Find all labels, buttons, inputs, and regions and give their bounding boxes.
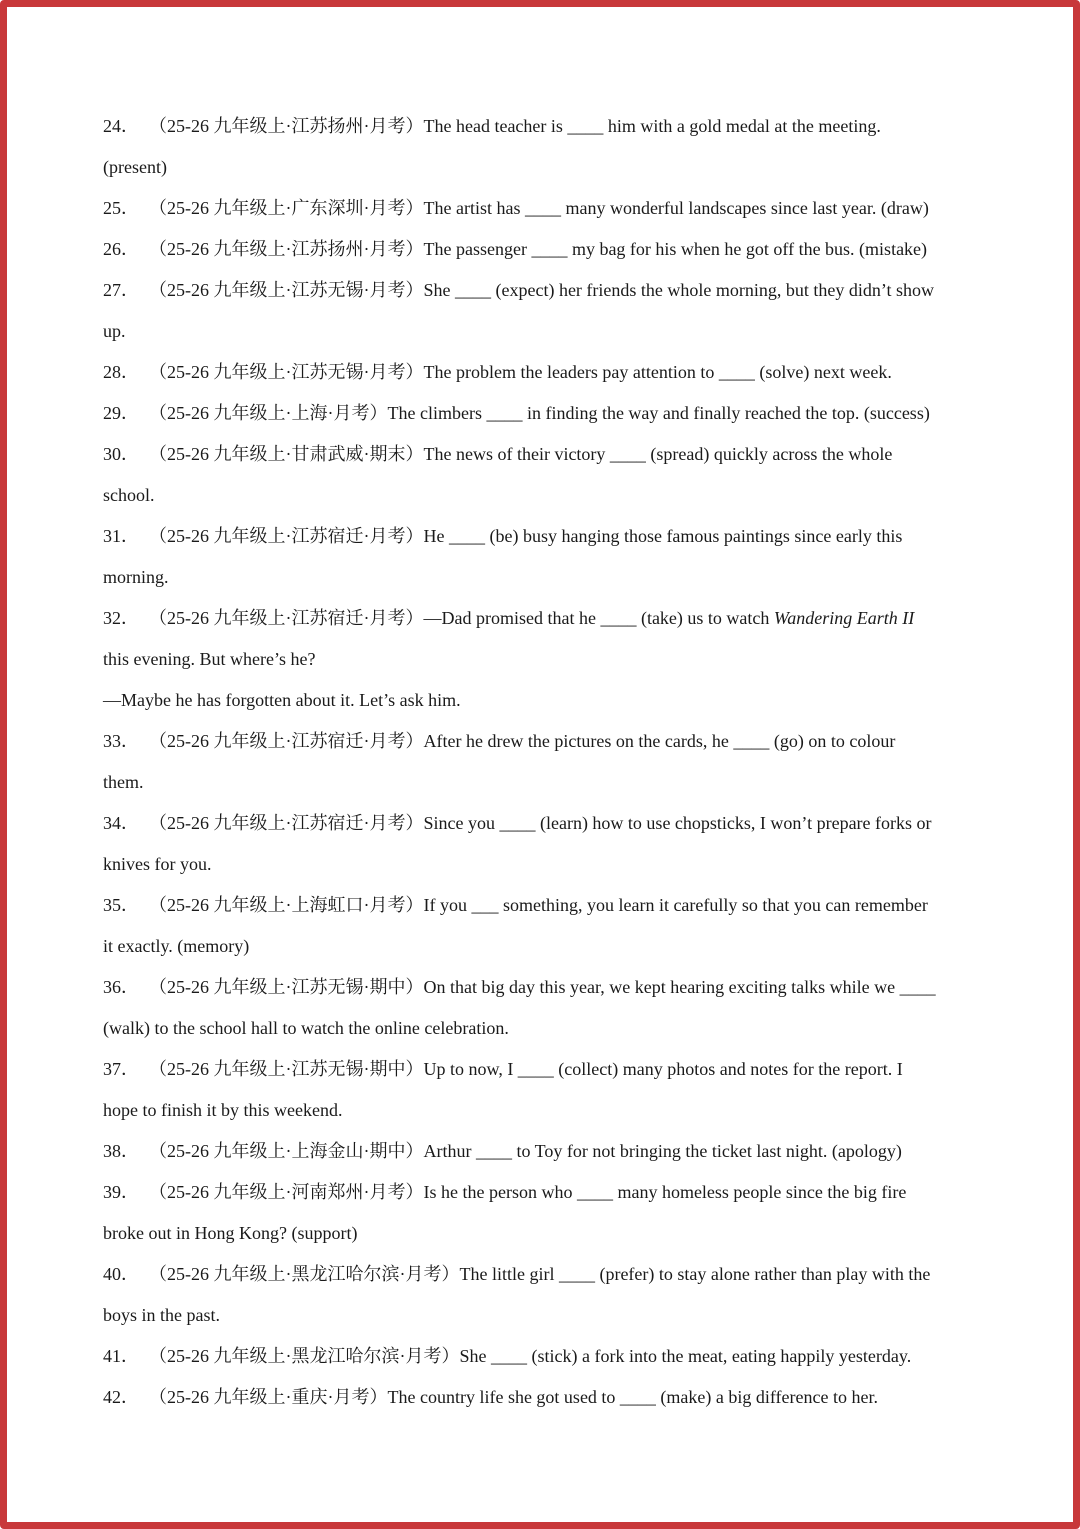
question-continuation: morning. [103,567,169,587]
question-number: 30． [103,444,139,464]
question-28 [103,352,983,393]
question-text: The artist has ____ many wonderful landscapes since last year. (draw) [423,198,929,218]
question-number: 28． [103,362,139,382]
question-number: 40． [103,1264,139,1284]
question-continuation: broke out in Hong Kong? (support) [103,1223,358,1243]
question-number: 36． [103,977,139,997]
question-number: 26． [103,239,139,259]
question-source: （25-26 九年级上·江苏宿迁·月考） [149,813,424,833]
question-continuation: knives for you. [103,854,212,874]
question-text: She ____ (expect) her friends the whole morning, but they didn’t show [423,280,935,300]
question-text: The passenger ____ my bag for his when he got off the bus. (mistake) [423,239,928,259]
question-source: （25-26 九年级上·黑龙江哈尔滨·月考） [149,1346,460,1366]
question-30 [103,434,983,516]
question-35 [103,885,983,967]
question-continuation: up. [103,321,126,341]
question-27 [103,270,983,352]
question-text: The problem the leaders pay attention to ____ (solve) next week. [423,362,892,382]
question-continuation: (present) [103,157,167,177]
question-number: 33． [103,731,139,751]
question-source: （25-26 九年级上·江苏无锡·月考） [149,362,424,382]
question-text: After he drew the pictures on the cards, he ____ (go) on to colour [423,731,896,751]
question-continuation: hope to finish it by this weekend. [103,1100,343,1120]
question-source: （25-26 九年级上·上海金山·期中） [149,1141,424,1161]
question-number: 25． [103,198,139,218]
question-32 [103,598,983,721]
question-37 [103,1049,983,1131]
question-number: 37． [103,1059,139,1079]
question-source: （25-26 九年级上·重庆·月考） [149,1387,388,1407]
question-source: （25-26 九年级上·江苏无锡·期中） [149,1059,424,1079]
question-42 [103,1377,983,1418]
question-number: 27． [103,280,139,300]
question-text: If you ___ something, you learn it carefully so that you can remember [423,895,928,915]
question-number: 34． [103,813,139,833]
question-source: （25-26 九年级上·江苏宿迁·月考） [149,526,424,546]
question-36 [103,967,983,1049]
question-text: Up to now, I ____ (collect) many photos and notes for the report. I [423,1059,903,1079]
question-text: Since you ____ (learn) how to use chopsticks, I won’t prepare forks or [423,813,932,833]
question-list [103,106,983,1418]
question-source: （25-26 九年级上·江苏宿迁·月考） [149,608,424,628]
question-source: （25-26 九年级上·江苏无锡·期中） [149,977,424,997]
question-24 [103,106,983,188]
question-39 [103,1172,983,1254]
question-source: （25-26 九年级上·江苏宿迁·月考） [149,731,424,751]
question-34 [103,803,983,885]
question-number: 38． [103,1141,139,1161]
question-continuation: (walk) to the school hall to watch the online celebration. [103,1018,509,1038]
question-text: —Dad promised that he ____ (take) us to watch [423,608,774,628]
question-25 [103,188,983,229]
question-source: （25-26 九年级上·上海·月考） [149,403,388,423]
question-text: The country life she got used to ____ (make) a big difference to her. [387,1387,878,1407]
question-source: （25-26 九年级上·河南郑州·月考） [149,1182,424,1202]
question-text: Is he the person who ____ many homeless people since the big fire [423,1182,907,1202]
question-text: On that big day this year, we kept hearing exciting talks while we ____ [423,977,936,997]
question-number: 24． [103,116,139,136]
question-source: （25-26 九年级上·江苏扬州·月考） [149,116,424,136]
question-source: （25-26 九年级上·上海虹口·月考） [149,895,424,915]
movie-title: Wandering Earth II [773,608,915,628]
question-number: 32． [103,608,139,628]
question-40 [103,1254,983,1336]
question-text: He ____ (be) busy hanging those famous paintings since early this [423,526,903,546]
question-26 [103,229,983,270]
question-source: （25-26 九年级上·江苏扬州·月考） [149,239,424,259]
question-continuation: this evening. But where’s he? [103,649,316,669]
question-text: The little girl ____ (prefer) to stay alone rather than play with the [459,1264,931,1284]
question-29 [103,393,983,434]
question-number: 29． [103,403,139,423]
question-number: 39． [103,1182,139,1202]
question-41 [103,1336,983,1377]
question-38 [103,1131,983,1172]
question-31 [103,516,983,598]
question-number: 35． [103,895,139,915]
question-continuation: them. [103,772,144,792]
question-text: The head teacher is ____ him with a gold medal at the meeting. [423,116,881,136]
question-text: The news of their victory ____ (spread) quickly across the whole [423,444,893,464]
question-continuation-2: —Maybe he has forgotten about it. Let’s ask him. [103,690,461,710]
question-continuation: boys in the past. [103,1305,220,1325]
question-continuation: school. [103,485,155,505]
question-continuation: it exactly. (memory) [103,936,250,956]
question-source: （25-26 九年级上·广东深圳·月考） [149,198,424,218]
question-number: 31． [103,526,139,546]
question-source: （25-26 九年级上·黑龙江哈尔滨·月考） [149,1264,460,1284]
question-source: （25-26 九年级上·江苏无锡·月考） [149,280,424,300]
question-text: Arthur ____ to Toy for not bringing the ticket last night. (apology) [423,1141,902,1161]
question-text: She ____ (stick) a fork into the meat, eating happily yesterday. [459,1346,912,1366]
question-number: 42． [103,1387,139,1407]
question-33 [103,721,983,803]
question-text: The climbers ____ in finding the way and finally reached the top. (success) [387,403,930,423]
question-number: 41． [103,1346,139,1366]
question-source: （25-26 九年级上·甘肃武威·期末） [149,444,424,464]
